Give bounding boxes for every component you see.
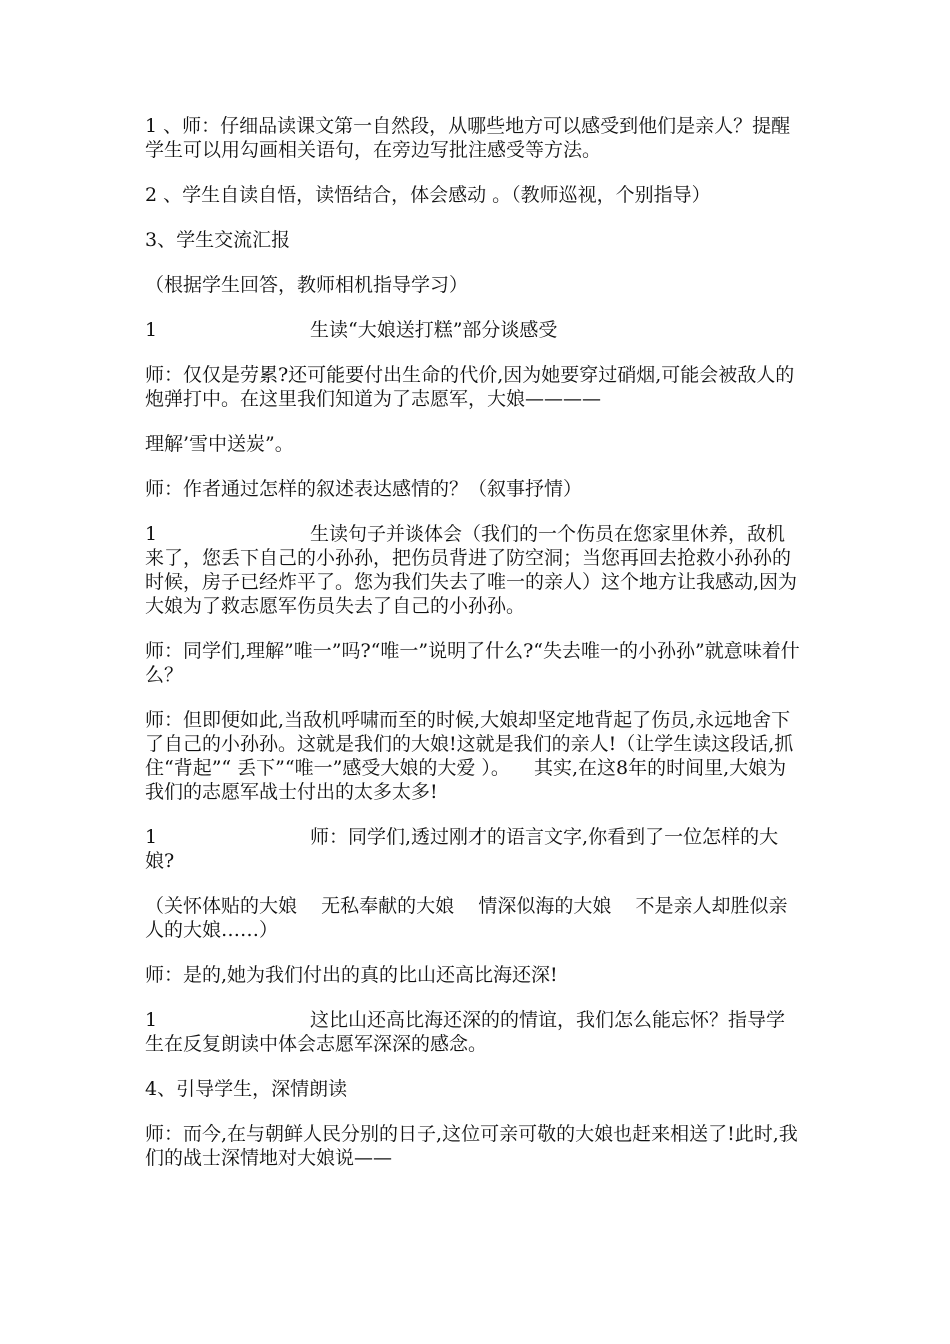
- paragraph-12: [145, 825, 800, 873]
- paragraph-text: 生读句子并谈体会（我们的一个伤员在您家里休养，敌机来了，您丢下自己的小孙孙，把伤员背进了防空洞；当您再回去抢救小孙孙的时候，房子已经炸平了。您为我们失去了唯一的亲人）这个地方让我感动,因为大娘为了救志愿军伤员失去了自己的小孙孙。: [145, 523, 798, 617]
- paragraph-text: 1 、师：仔细品读课文第一自然段，从哪些地方可以感受到他们是亲人？提醒学生可以用勾画相关语句，在旁边写批注感受等方法。: [145, 115, 791, 161]
- paragraph-text: 师：仅仅是劳累?还可能要付出生命的代价,因为她要穿过硝烟,可能会被敌人的炮弹打中。在这里我们知道为了志愿军，大娘————: [145, 364, 795, 410]
- paragraph-text: 师：而今,在与朝鲜人民分别的日子,这位可亲可敬的大娘也赶来相送了!此时,我们的战士深情地对大娘说——: [145, 1123, 798, 1169]
- paragraph-text: 生读“大娘送打糕”部分谈感受: [310, 319, 558, 341]
- paragraph-text: 理解’雪中送炭”。: [145, 433, 294, 455]
- paragraph-17: [145, 1122, 800, 1170]
- list-number: 1: [145, 523, 158, 545]
- paragraph-2: [145, 183, 800, 207]
- paragraph-3: [145, 228, 800, 252]
- paragraph-10: [145, 639, 800, 687]
- paragraph-text: 4、引导学生，深情朗读: [145, 1078, 348, 1100]
- list-number: 1: [145, 826, 158, 848]
- paragraph-6: [145, 363, 800, 411]
- paragraph-text: 师：但即便如此,当敌机呼啸而至的时候,大娘却坚定地背起了伤员,永远地舍下了自己的小孙孙。这就是我们的大娘!这就是我们的亲人!（让学生读这段话,抓住“背起”“ 丢下”“唯一”感受大娘的大爱 ）。 其实,在这8年的时间里,大娘为我们的志愿军战士付出的太多太多!: [145, 709, 794, 803]
- paragraph-text: 3、学生交流汇报: [145, 229, 291, 251]
- paragraph-11: [145, 708, 800, 804]
- paragraph-text: （根据学生回答，教师相机指导学习）: [145, 274, 469, 296]
- list-number: 1: [145, 1009, 158, 1031]
- paragraph-text: 2 、学生自读自悟，读悟结合，体会感动 。（教师巡视，个别指导）: [145, 184, 711, 206]
- paragraph-text: 师：同学们,透过刚才的语言文字,你看到了一位怎样的大娘?: [145, 826, 779, 872]
- paragraph-5: [145, 318, 800, 342]
- paragraph-15: [145, 1008, 800, 1056]
- paragraph-text: 师：作者通过怎样的叙述表达感情的？（叙事抒情）: [145, 478, 583, 500]
- paragraph-9: [145, 522, 800, 618]
- paragraph-14: [145, 963, 800, 987]
- document-page: [145, 114, 800, 1191]
- paragraph-13: [145, 894, 800, 942]
- paragraph-1: [145, 114, 800, 162]
- paragraph-text: 师：同学们,理解”唯一”吗?“唯一”说明了什么?“失去唯一的小孙孙”就意味着什么？: [145, 640, 800, 686]
- paragraph-16: [145, 1077, 800, 1101]
- list-number: 1: [145, 319, 158, 341]
- paragraph-text: 师：是的,她为我们付出的真的比山还高比海还深!: [145, 964, 558, 986]
- paragraph-text: 这比山还高比海还深的的情谊，我们怎么能忘怀？指导学生在反复朗读中体会志愿军深深的感念。: [145, 1009, 786, 1055]
- paragraph-text: （关怀体贴的大娘 无私奉献的大娘 情深似海的大娘 不是亲人却胜似亲人的大娘……）: [145, 895, 788, 941]
- paragraph-4: [145, 273, 800, 297]
- paragraph-7: [145, 432, 800, 456]
- paragraph-8: [145, 477, 800, 501]
